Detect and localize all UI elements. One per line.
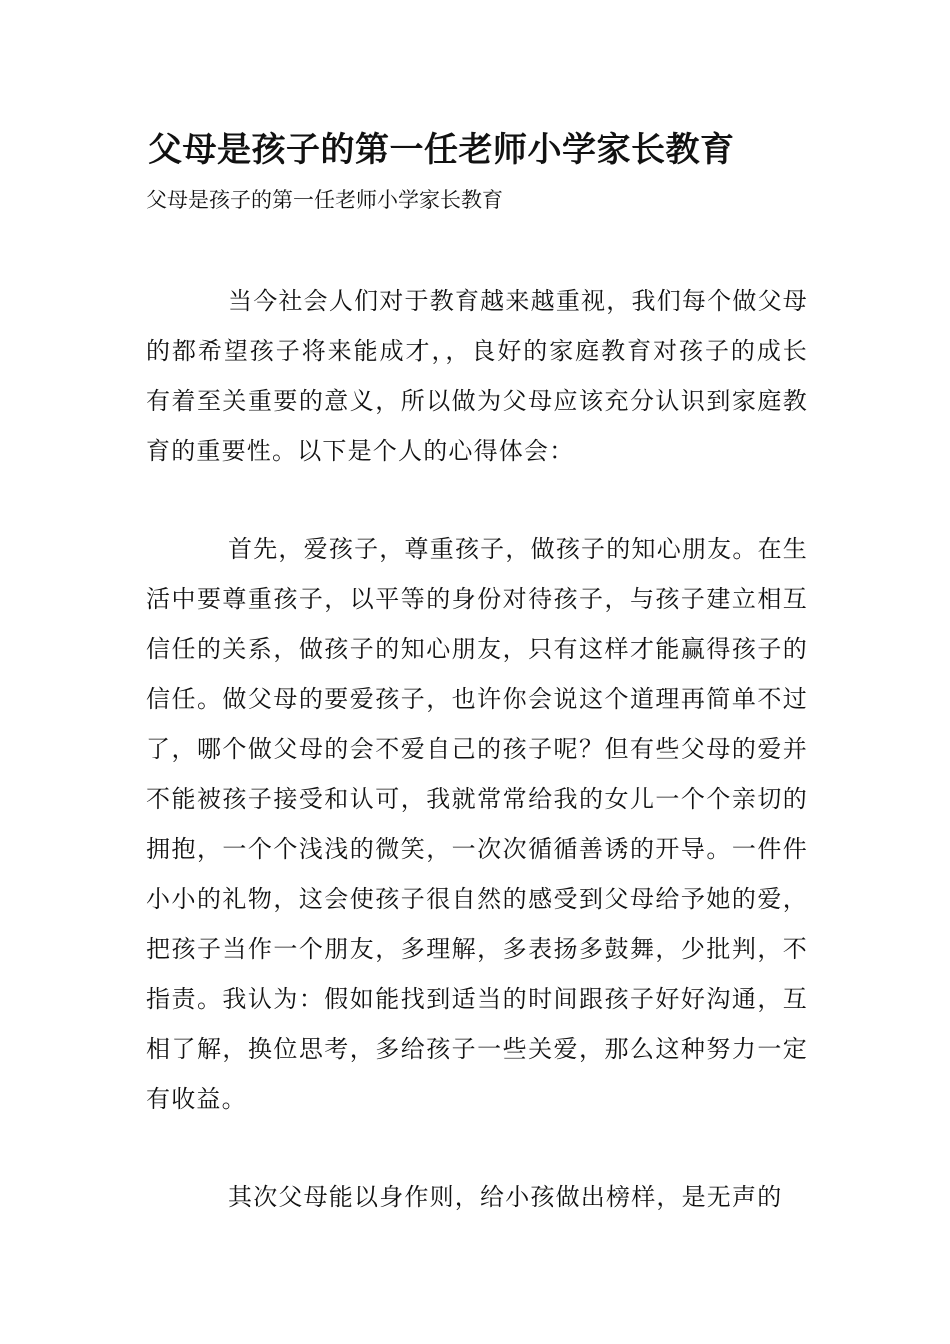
document-title: 父母是孩子的第一任老师小学家长教育 (148, 130, 735, 170)
paragraph-second-point: 其次父母能以身作则，给小孩做出榜样，是无声的 (228, 1183, 783, 1211)
document-subtitle: 父母是孩子的第一任老师小学家长教育 (146, 188, 503, 212)
paragraph-intro: 当今社会人们对于教育越来越重视，我们每个做父母的都希望孩子将来能成才，，良好的家庭教育对孩子的成长有着至关重要的意义，所以做为父母应该充分认识到家庭教育的重要性。以下是个人的心得体会： (146, 287, 808, 465)
paragraph-first-point: 首先，爱孩子，尊重孩子，做孩子的知心朋友。在生活中要尊重孩子，以平等的身份对待孩子，与孩子建立相互信任的关系，做孩子的知心朋友，只有这样才能赢得孩子的信任。做父母的要爱孩子，也许你会说这个道理再简单不过了，哪个做父母的会不爱自己的孩子呢？但有些父母的爱并不能被孩子接受和认可，我就常常给我的女儿一个个亲切的拥抱，一个个浅浅的微笑，一次次循循善诱的开导。一件件小小的礼物，这会使孩子很自然的感受到父母给予她的爱，把孩子当作一个朋友，多理解，多表扬多鼓舞，少批判，不指责。我认为：假如能找到适当的时间跟孩子好好沟通，互相了解，换位思考，多给孩子一些关爱，那么这种努力一定有收益。 (146, 535, 808, 1113)
